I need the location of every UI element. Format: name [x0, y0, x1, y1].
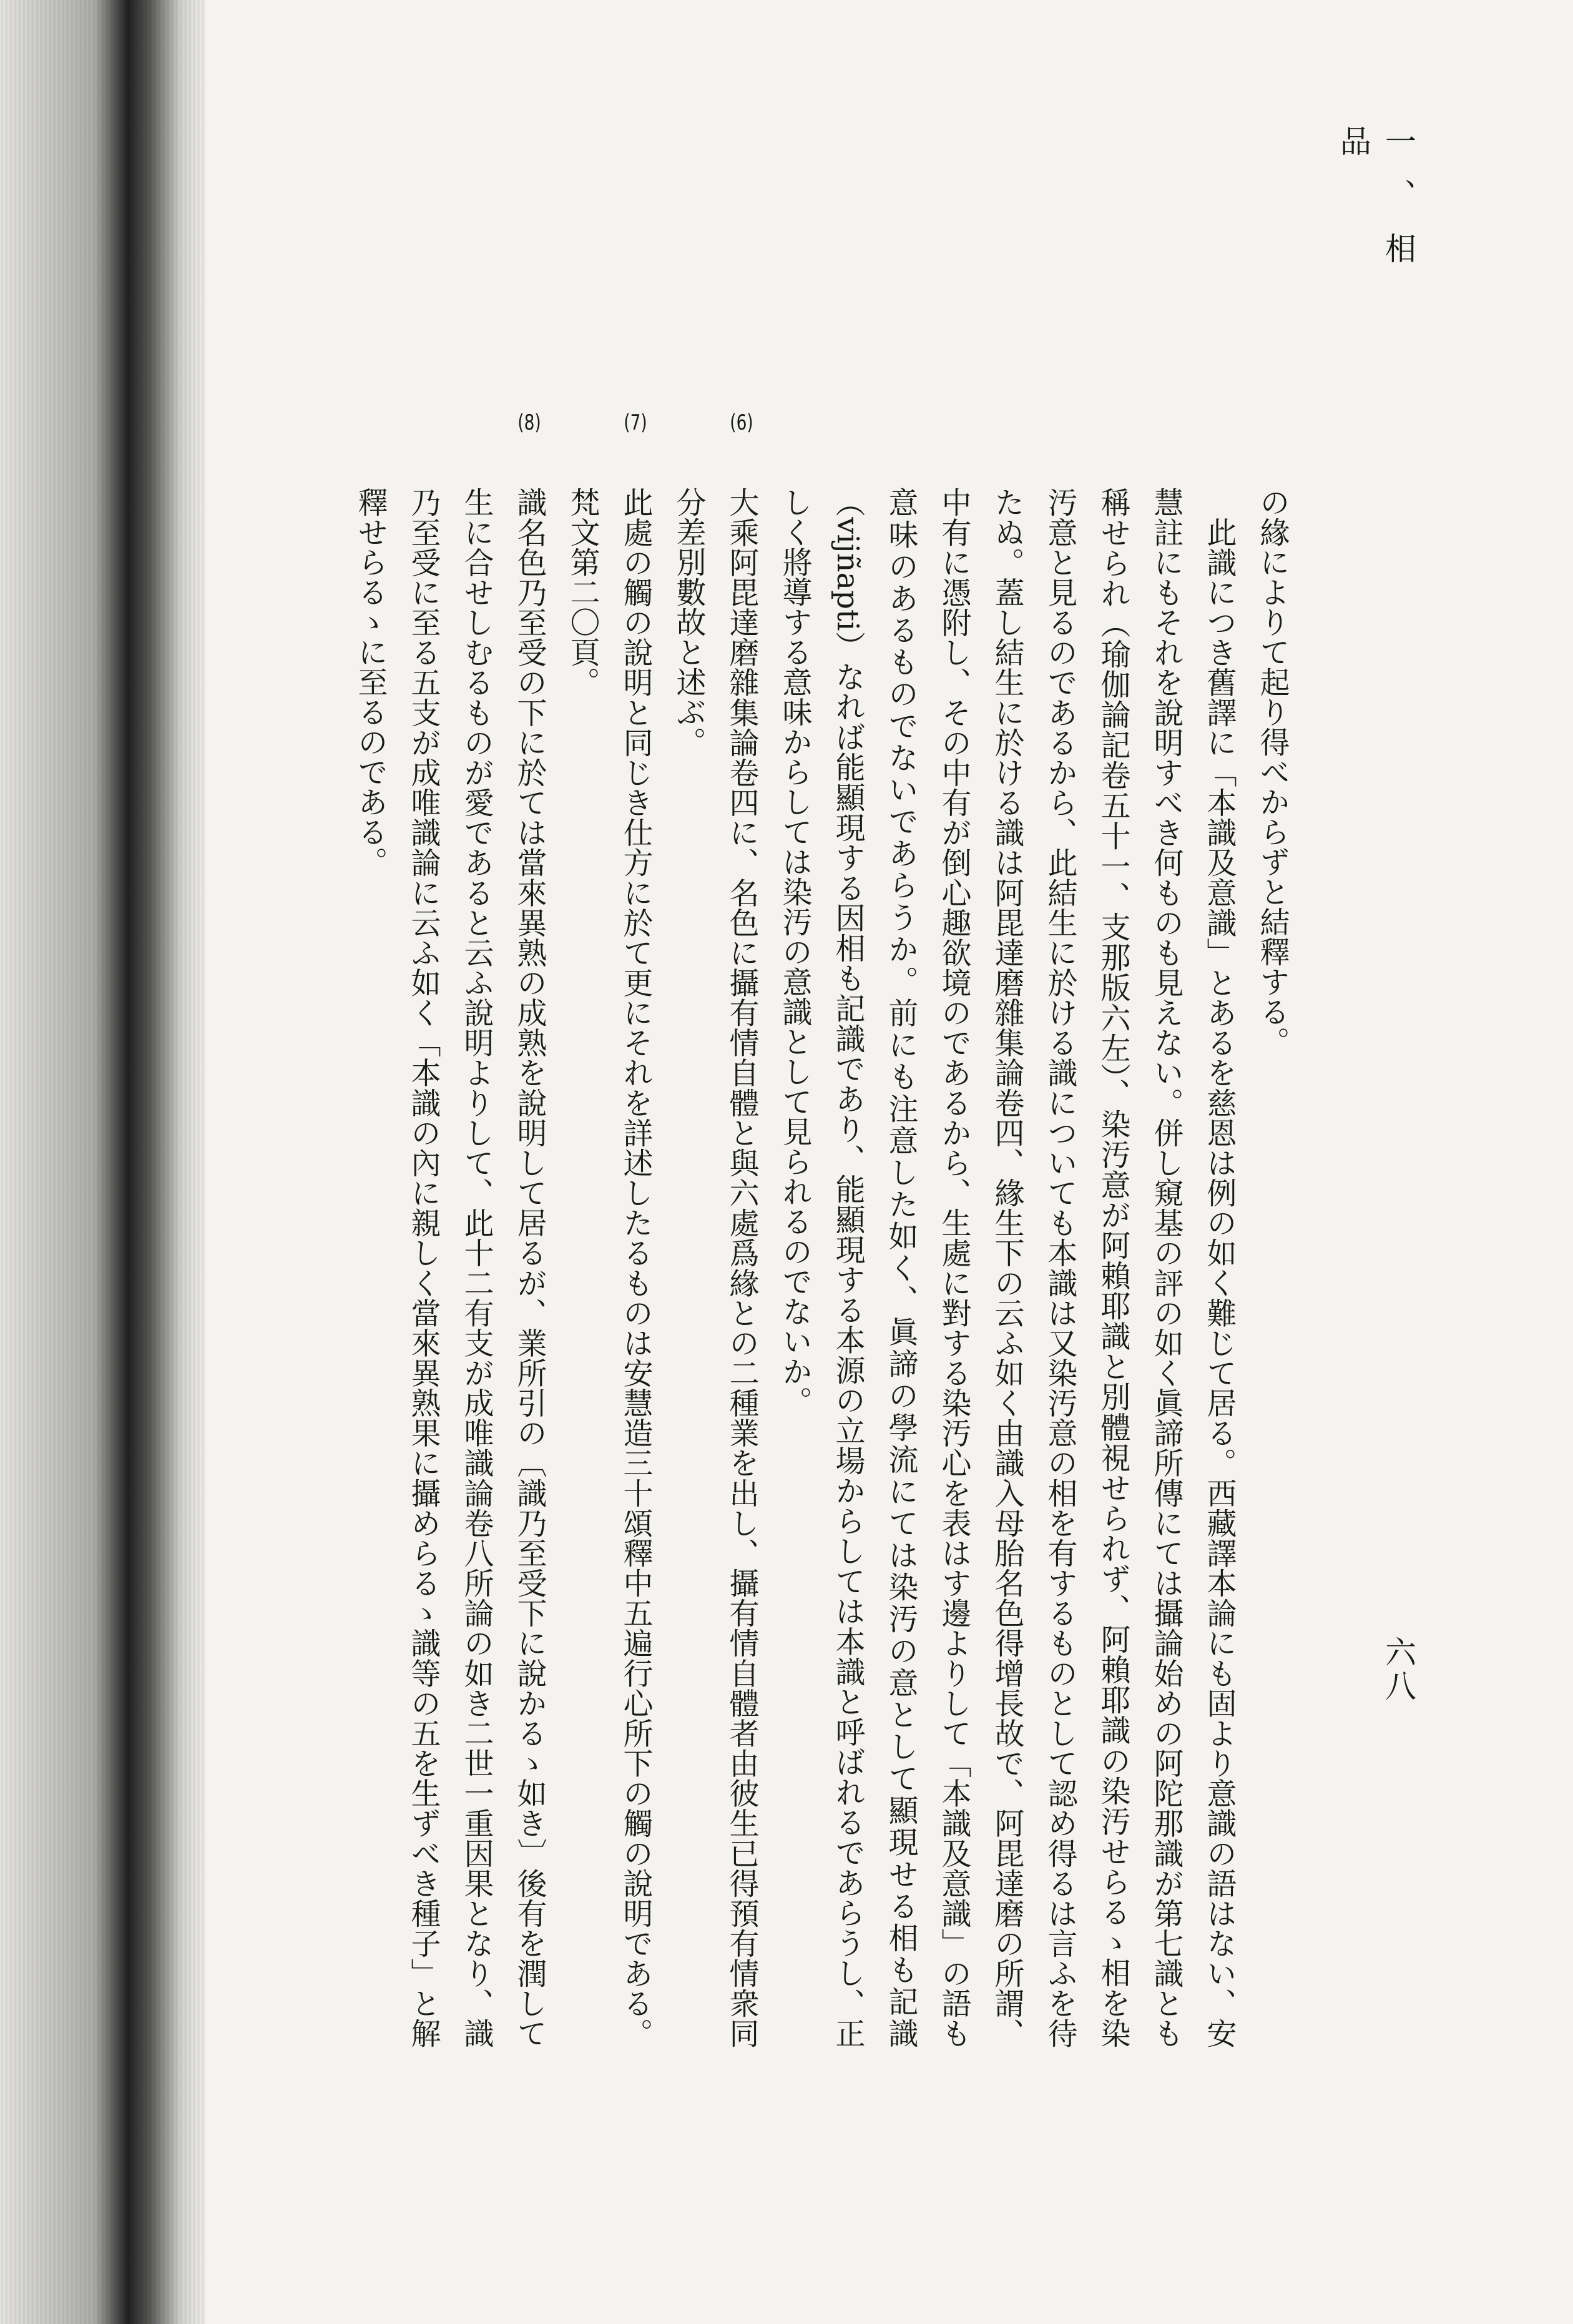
- footnote-7: [556, 412, 662, 2048]
- footnote-text: 大乘阿毘達磨雜集論卷四に、名色に攝有情自體と與六處爲緣との二種業を出し、攝有情自體者由彼生已得預有情衆同分差別數故と述ぶ。: [671, 487, 759, 2048]
- footnote-marker: (8): [517, 412, 541, 433]
- footnote-text: 識名色乃至受の下に於ては當來異熟の成熟を說明して居るが、業所引の〔識乃至受下に說かるゝ如き〕後有を潤して生に合せしむるものが愛であると云ふ說明よりして、此十二有支が成唯識論卷八所論の如き二世一重因果となり、識乃至受に至る五支が成唯識論に云ふ如く「本識の內に親しく當來異熟果に攝めらるゝ識等の五を生ずべき種子」と解釋せらるゝに至るのである。: [353, 487, 547, 2048]
- footnote-text: 此處の觸の說明と同じき仕方に於て更にそれを詳述したるものは安慧造三十頌釋中五遍行心所下の觸の說明である。梵文第二〇頁。: [565, 487, 653, 2048]
- footnote-8: [343, 412, 556, 2048]
- footnote-marker: (6): [730, 412, 753, 433]
- footnote-marker: (7): [624, 412, 647, 433]
- page-number: 六八: [1380, 1636, 1416, 1703]
- running-header-title: 一、相 品: [1335, 125, 1416, 340]
- book-gutter-shadow: [0, 0, 206, 2324]
- continuation-line: の緣によりて起り得べからずと結釋する。: [1255, 487, 1290, 1056]
- body-text: [350, 412, 1298, 2048]
- footnote-6: [662, 412, 768, 2048]
- main-paragraph: 此識につき舊譯に「本識及意識」とあるを慈恩は例の如く難じて居る。西藏譯本論にも固より意識の語はない、安慧註にもそれを說明すべき何ものも見えない。併し窺基の評の如く眞諦所傳にては攝論始めの阿陀那識が第七識とも稱せられ（瑜伽論記卷五十一、支那版六左）、染汚意が阿賴耶識と別體視せられず、阿賴耶識の染汚せらるゝ相を染汚意と見るのであるから、此結生に於ける識についても本識は又染汚意の相を有するものとして認め得るは言ふを待たぬ。蓋し結生に於ける識は阿毘達磨雜集論卷四、緣生下の云ふ如く由識入母胎名色得增長故で、阿毘達磨の所謂、中有に憑附し、その中有が倒心趣欲境のであるから、生處に對する染汚心を表はす邊よりして「本識及意識」の語も意味のあるものでないであらうか。前にも注意した如く、眞諦の學流にては染汚の意として顯現せる相も記識（vijñapti）なれば能顯現する因相も記識であり、能顯現する本源の立場からしては本識と呼ばれるであらうし、正しく將導する意味からしては染汚の意識として見られるのでないか。: [777, 487, 1237, 2048]
